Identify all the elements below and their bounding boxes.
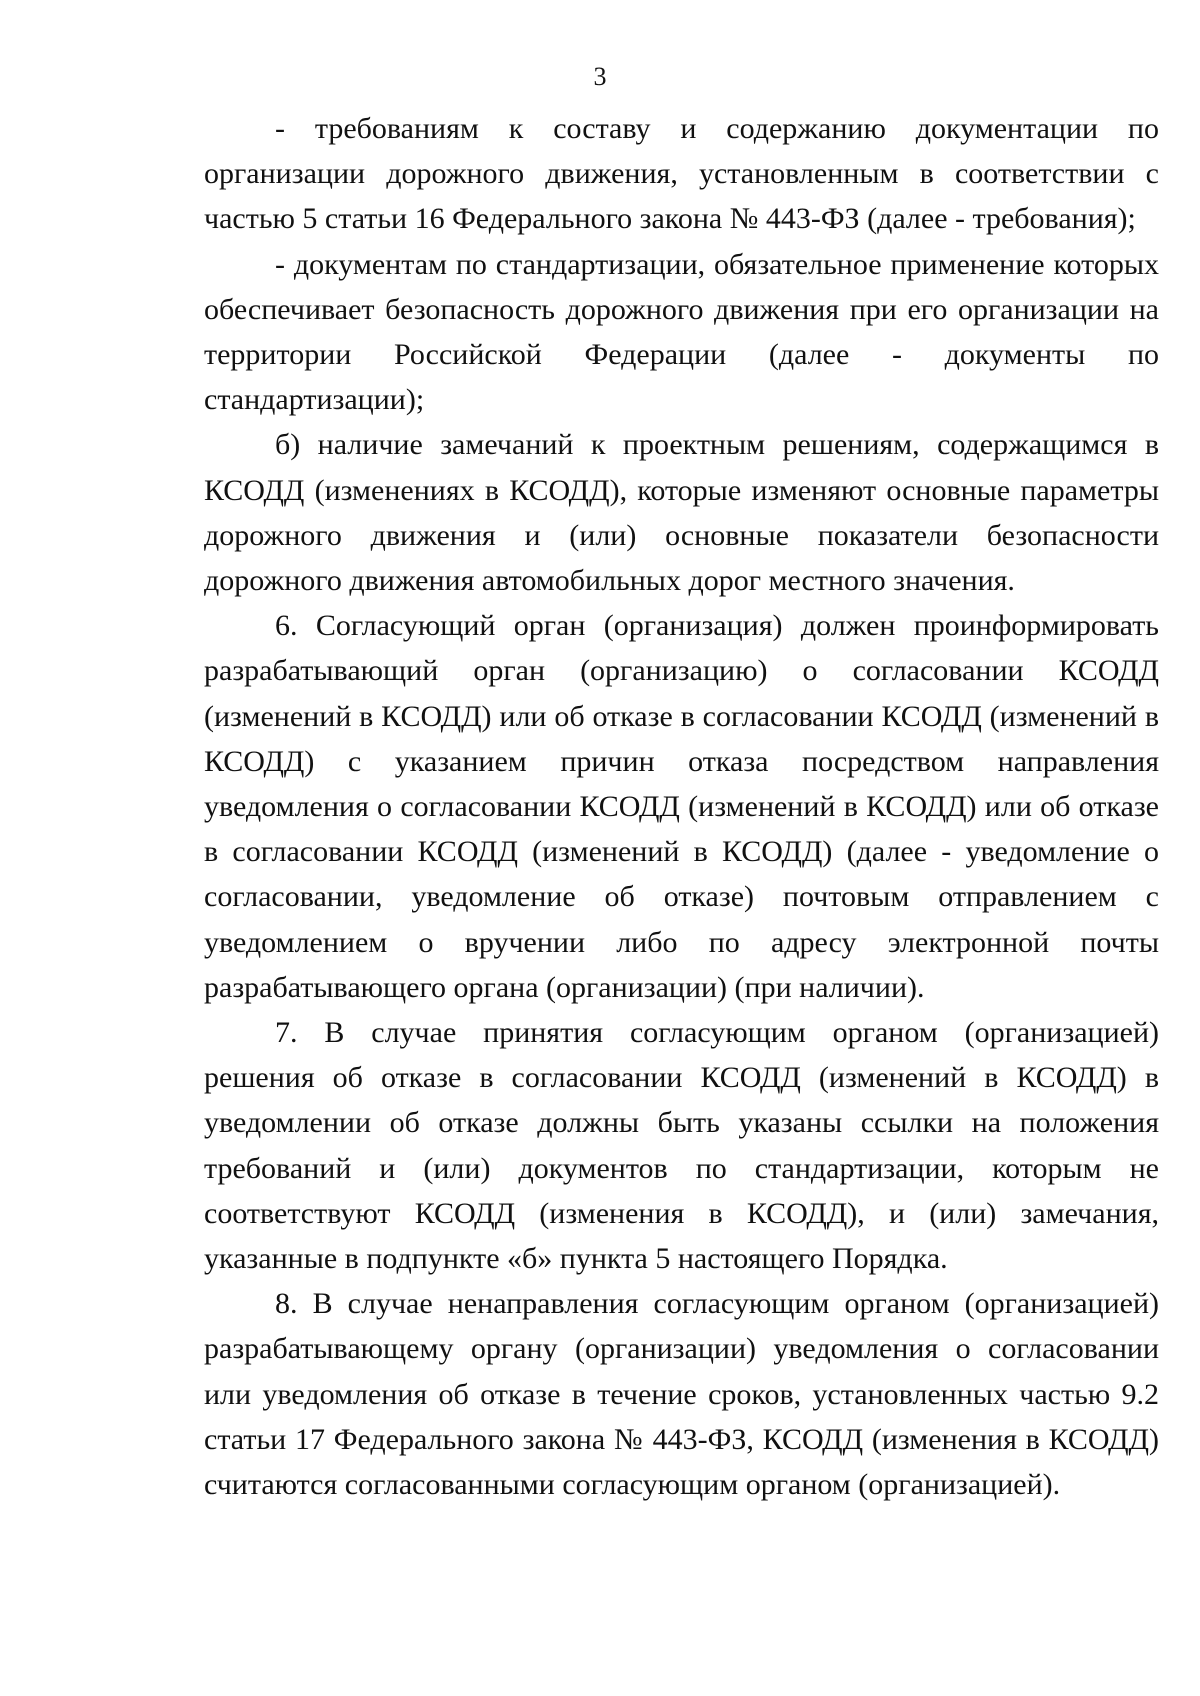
page-number: 3	[593, 62, 607, 91]
document-body	[204, 106, 1159, 1507]
paragraph-requirements: - требованиям к составу и содержанию документации по организации дорожного движения, установленным в соответствии с частью 5 статьи 16 Федерального закона № 443-ФЗ (далее - требования);	[204, 112, 1159, 236]
paragraph-item-6: 6. Согласующий орган (организация) должен проинформировать разрабатывающий орган (организацию) о согласовании КСОДД (изменений в КСОДД) или об отказе в согласовании КСОДД (изменений в КСОДД) с указанием причин отказа посредством направления уведомления о согласовании КСОДД (изменений в КСОДД) или об отказе в согласовании КСОДД (изменений в КСОДД) (далее - уведомление о согласовании, уведомление об отказе) почтовым отправлением с уведомлением о вручении либо по адресу электронной почты разрабатывающего органа (организации) (при наличии).	[204, 609, 1159, 1004]
paragraph-standardization-documents: - документам по стандартизации, обязательное применение которых обеспечивает безопасность дорожного движения при его организации на территории Российской Федерации (далее - документы по стандартизации);	[204, 247, 1159, 417]
paragraph-item-7: 7. В случае принятия согласующим органом (организацией) решения об отказе в согласовании КСОДД (изменений в КСОДД) в уведомлении об отказе должны быть указаны ссылки на положения требований и (или) документов по стандартизации, которым не соответствуют КСОДД (изменения в КСОДД), и (или) замечания, указанные в подпункте «б» пункта 5 настоящего Порядка.	[204, 1016, 1159, 1276]
paragraph-item-b: б) наличие замечаний к проектным решениям, содержащимся в КСОДД (изменениях в КСОДД), которые изменяют основные параметры дорожного движения и (или) основные показатели безопасности дорожного движения автомобильных дорог местного значения.	[204, 428, 1159, 598]
paragraph-item-8: 8. В случае ненаправления согласующим органом (организацией) разрабатывающему органу (организации) уведомления о согласовании или уведомления об отказе в течение сроков, установленных частью 9.2 статьи 17 Федерального закона № 443-ФЗ, КСОДД (изменения в КСОДД) считаются согласованными согласующим органом (организацией).	[204, 1287, 1159, 1502]
